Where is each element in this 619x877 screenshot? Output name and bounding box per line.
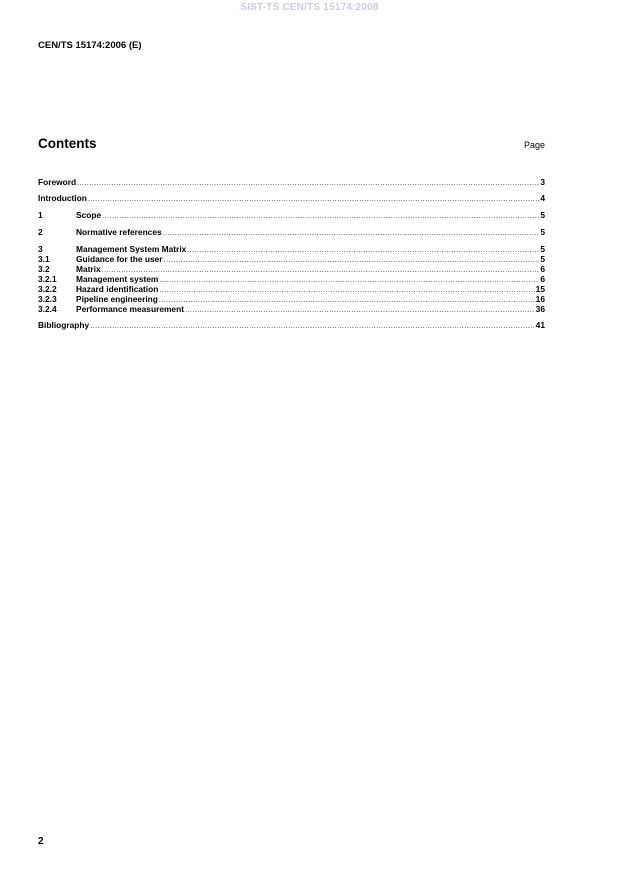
toc-entry-page: 5	[540, 210, 545, 220]
toc-entry-page: 36	[535, 304, 545, 314]
toc-entry-title: Management System Matrix	[76, 244, 187, 254]
table-of-contents	[38, 177, 545, 330]
toc-entry-title: Performance measurement	[76, 304, 184, 314]
toc-entry-page: 16	[535, 294, 545, 304]
toc-entry-page: 5	[540, 244, 545, 254]
toc-entry-number: 3.2.2	[38, 284, 57, 294]
toc-entry-number: 3.2.1	[38, 274, 57, 284]
toc-entry-matrix[interactable]	[38, 264, 545, 274]
document-id: CEN/TS 15174:2006 (E)	[38, 40, 142, 51]
toc-entry-bibliography[interactable]	[38, 320, 545, 330]
toc-entry-page: 6	[540, 274, 545, 284]
toc-entry-page: 15	[535, 284, 545, 294]
toc-entry-title: Bibliography	[38, 320, 90, 330]
toc-entry-title: Guidance for the user	[76, 254, 163, 264]
toc-entry-title: Hazard identification	[76, 284, 159, 294]
toc-entry-number: 3.2	[38, 264, 50, 274]
toc-leader-dots	[185, 304, 535, 316]
toc-entry-title: Foreword	[38, 177, 77, 187]
toc-entry-number: 3.1	[38, 254, 50, 264]
watermark: SIST-TS CEN/TS 15174:2008	[240, 2, 379, 13]
toc-entry-title: Introduction	[38, 193, 87, 203]
toc-entry-pipeline-engineering[interactable]	[38, 294, 545, 304]
toc-leader-dots	[88, 193, 539, 205]
toc-entry-page: 5	[540, 227, 545, 237]
toc-entry-title: Scope	[76, 210, 102, 220]
toc-entry-guidance-for-the-user[interactable]	[38, 254, 545, 264]
toc-entry-number: 3.2.4	[38, 304, 57, 314]
toc-entry-title: Normative references	[76, 227, 162, 237]
contents-title: Contents	[38, 136, 97, 151]
toc-entry-number: 2	[38, 227, 43, 237]
toc-entry-scope[interactable]	[38, 210, 545, 220]
toc-leader-dots	[163, 227, 540, 239]
toc-leader-dots	[77, 177, 539, 189]
page-column-label: Page	[523, 140, 545, 150]
toc-entry-management-system-matrix[interactable]	[38, 244, 545, 254]
toc-entry-page: 5	[540, 254, 545, 264]
toc-entry-normative-references[interactable]	[38, 227, 545, 237]
toc-entry-introduction[interactable]	[38, 193, 545, 203]
toc-entry-page: 4	[540, 193, 545, 203]
page-number: 2	[38, 836, 44, 847]
toc-entry-performance-measurement[interactable]	[38, 304, 545, 314]
toc-entry-foreword[interactable]	[38, 177, 545, 187]
toc-entry-number: 3	[38, 244, 43, 254]
toc-entry-title: Management system	[76, 274, 159, 284]
toc-entry-management-system[interactable]	[38, 274, 545, 284]
toc-entry-hazard-identification[interactable]	[38, 284, 545, 294]
toc-entry-page: 6	[540, 264, 545, 274]
toc-leader-dots	[102, 210, 539, 222]
toc-leader-dots	[90, 320, 534, 332]
toc-entry-page: 41	[535, 320, 545, 330]
toc-entry-title: Matrix	[76, 264, 101, 274]
toc-entry-number: 3.2.3	[38, 294, 57, 304]
toc-entry-number: 1	[38, 210, 43, 220]
toc-entry-page: 3	[540, 177, 545, 187]
toc-entry-title: Pipeline engineering	[76, 294, 158, 304]
